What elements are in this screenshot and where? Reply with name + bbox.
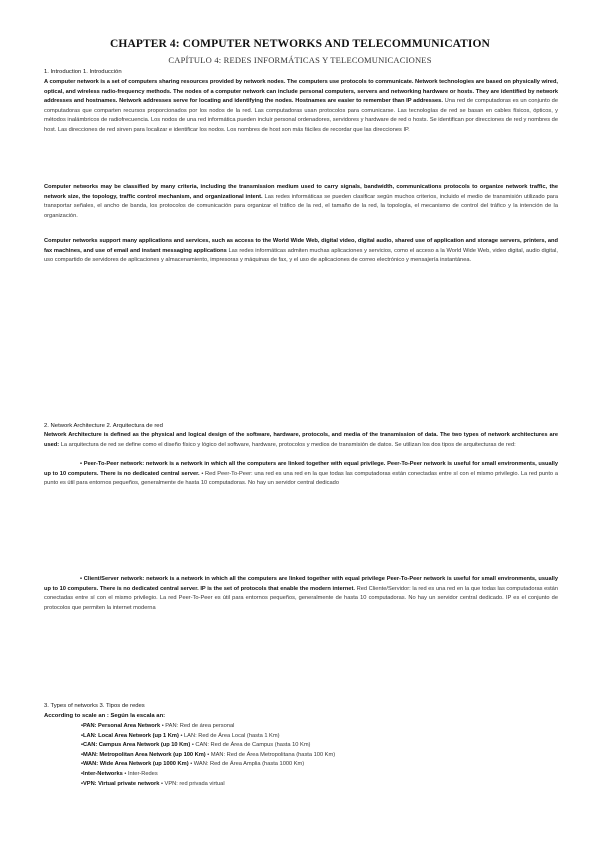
paragraph-english: A computer network is a set of computers sharing resources provided by network nodes. The computers use protocols to communicate. Network technologies are based on physically wired, optical, and wireless radio-frequency methods. The nodes of a computer network can include personal computers, servers and networking hardware or hosts. They are identified by network addresses and hostnames. Network addresses serve for locating and identifying the nodes. Hostnames are easier to remember than IP addresses. [44, 79, 558, 105]
section-1-paragraph-1 [44, 78, 558, 136]
section-2-paragraph-1 [44, 431, 558, 450]
list-item: •VPN: Virtual private network • VPN: red privada virtual [81, 780, 225, 787]
paragraph-spanish: Las redes informáticas se pueden clasificar según muchos criterios, incluido el medio de transmisión utilizado para transportar señales, el ancho de banda, los protocolos de comunicación para organizar el tráfico de la red, el tamaño de la red, la topología, el mecanismo de control del tráfico y la intención de la organización. [44, 193, 558, 219]
paragraph-spanish: Una red de computadoras es un conjunto de computadoras que comparten recursos proporcionados por los nodos de la red. Las computadoras usan protocolos para comunicarse. Las tecnologías de red se basan en cables físicos, ópticos, y métodos inalámbricos de radiofrecuencia. Los nodos de una red informática pueden incluir personal ordenadores, servidores y hardware de red o hosts. Se identifican por direcciones de red y nombres de host. Las direcciones de red sirven para localizar e identificar los nodos. Los nombres de host son más fáciles de recordar que las direcciones IP. [44, 98, 558, 133]
client-server-paragraph [44, 575, 558, 613]
list-item: •LAN: Local Area Network (up 1 Km) • LAN: Red de Área Local (hasta 1 Km) [81, 732, 280, 739]
section-1-heading: 1. Introduction 1. Introducción [44, 69, 122, 75]
list-item: •CAN: Campus Area Network (up 10 Km) • CAN: Red de Área de Campus (hasta 10 Km) [81, 742, 311, 749]
paragraph-spanish: La arquitectura de red se define como el diseño físico y lógico del software, hardware, protocolos y medios de transmisión de datos. Se utilizan los dos tipos de arquitecturas de red: [60, 441, 516, 448]
paragraph-english: Network Architecture is defined as the physical and logical design of the software, hardware, protocols, and media of the transmission of data. The two types of network architectures are used: [44, 432, 558, 448]
section-3-heading: 3. Types of networks 3. Tipos de redes [44, 703, 145, 709]
list-item: •PAN: Personal Area Network • PAN: Red de área personal [81, 723, 235, 729]
paragraph-english: • Client/Server network: network is a network in which all the computers are linked together with equal privilege Peer-To-Peer network is useful for small environments, usually up to 10 computers. There is no dedicated central server. IP is the set of protocols that enable the modern internet. [44, 576, 558, 592]
chapter-title: CHAPTER 4: COMPUTER NETWORKS AND TELECOMMUNICATION [110, 38, 490, 50]
paragraph-spanish: • Red Peer-To-Peer: una red es una red en la que todas las computadoras están conectadas entre sí con el mismo privilegio. La red punto a punto es útil para entornos pequeños, generalmente de hasta 10 computadoras. No hay un servidor central dedicado [44, 470, 558, 487]
section-2-heading: 2. Network Architecture 2. Arquitectura de red [44, 423, 163, 429]
paragraph-english: Computer networks support many applications and services, such as access to the World Wide Web, digital video, digital audio, shared use of application and storage servers, printers, and fax machines, and use of email and instant messaging applications [44, 238, 558, 254]
paragraph-spanish: Las redes informáticas admiten muchas aplicaciones y servicios, como el acceso a la World Wide Web, video digital, audio digital, uso compartido de servidores de aplicaciones y almacenamiento, impresoras y máquinas de fax, y el uso de aplicaciones de correo electrónico y mensajería instantánea. [44, 247, 558, 264]
paragraph-english: Computer networks may be classified by many criteria, including the transmission medium used to carry signals, bandwidth, communications protocols to organize network traffic, the network size, the topology, traffic control mechanism, and organizational intent. [44, 184, 558, 200]
chapter-subtitle: CAPÍTULO 4: REDES INFORMÁTICAS Y TELECOMUNICACIONES [168, 55, 432, 65]
list-item: •WAN: Wide Area Network (up 1000 Km) • WAN: Red de Área Amplia (hasta 1000 Km) [81, 761, 305, 768]
network-types-list [44, 722, 558, 789]
paragraph-spanish: Red Cliente/Servidor: la red es una red en la que todas las computadoras están conectadas entre sí con el mismo privilegio. La red Peer-To-Peer es útil para entornos pequeños, generalmente de hasta 10 computadoras. No hay un servidor central dedicado. IP es el conjunto de protocolos que permiten la internet moderna [44, 585, 559, 611]
section-3-intro: According to scale an : Según la escala an: [44, 713, 166, 719]
section-1-paragraph-2 [44, 183, 558, 221]
list-item: •Inter-Networks • Inter-Redes [81, 770, 158, 777]
list-item: •MAN: Metropolitan Area Network (up 100 Km) • MAN: Red de Área Metropolitana (hasta 100 Km) [81, 751, 336, 758]
peer-to-peer-paragraph [44, 460, 558, 489]
section-1-paragraph-3 [44, 237, 558, 266]
paragraph-english: • Peer-To-Peer network: network is a network in which all the computers are linked together with equal privilege. Peer-To-Peer network is useful for small environments, usually up to 10 computers. There is no dedicated central server. [44, 461, 558, 477]
